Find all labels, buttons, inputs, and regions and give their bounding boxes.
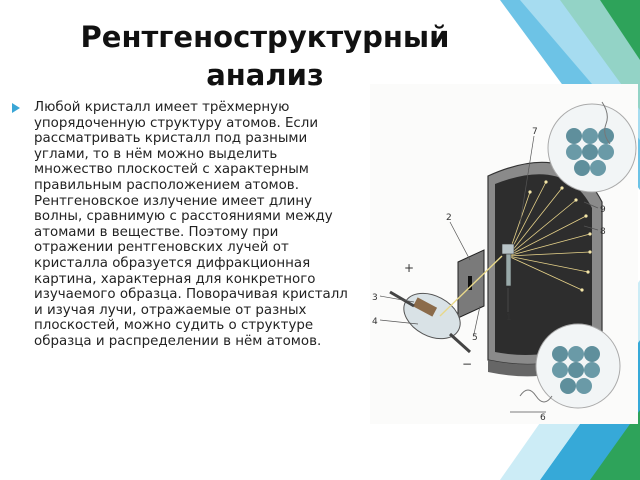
bullet-arrow-icon bbox=[12, 103, 20, 113]
apparatus-illustration bbox=[370, 84, 638, 424]
diffraction-apparatus-figure bbox=[370, 84, 638, 424]
label-2: 2 bbox=[446, 213, 452, 223]
slide-title: Рентгеноструктурный анализ bbox=[80, 20, 450, 92]
plus-sign: + bbox=[404, 261, 415, 275]
crystal-holder bbox=[506, 250, 511, 286]
label-9: 9 bbox=[600, 205, 606, 215]
crystal-sample bbox=[502, 244, 514, 254]
label-1: 1 bbox=[506, 313, 512, 323]
label-5: 5 bbox=[472, 333, 478, 343]
label-6: 6 bbox=[540, 413, 546, 423]
label-8: 8 bbox=[600, 227, 606, 237]
label-4: 4 bbox=[372, 317, 378, 327]
label-3: 3 bbox=[372, 293, 378, 303]
body-paragraph-block bbox=[12, 100, 352, 350]
tube-lead-right bbox=[450, 334, 470, 352]
body-paragraph: Любой кристалл имеет трёхмерную упорядоченную структуру атомов. Если рассматривать кристалл под разными углами, то в нём можно выделить множество плоскостей с характерным правильным расположением атомов. Рентгеновское излучение имеет длину волны, сравнимую с расстояниями между атомами в веществе. Поэтому при отражении рентгеновских лучей от кристалла образуется дифракционная картина, характерная для конкретного изучаемого образца. Поворачивая кристалл и изучая лучи, отражаемые от разных плоскостей, можно судить о структуре образца и распределении в нём атомов. bbox=[34, 100, 348, 349]
minus-sign: − bbox=[462, 357, 473, 371]
label-7: 7 bbox=[532, 127, 538, 137]
